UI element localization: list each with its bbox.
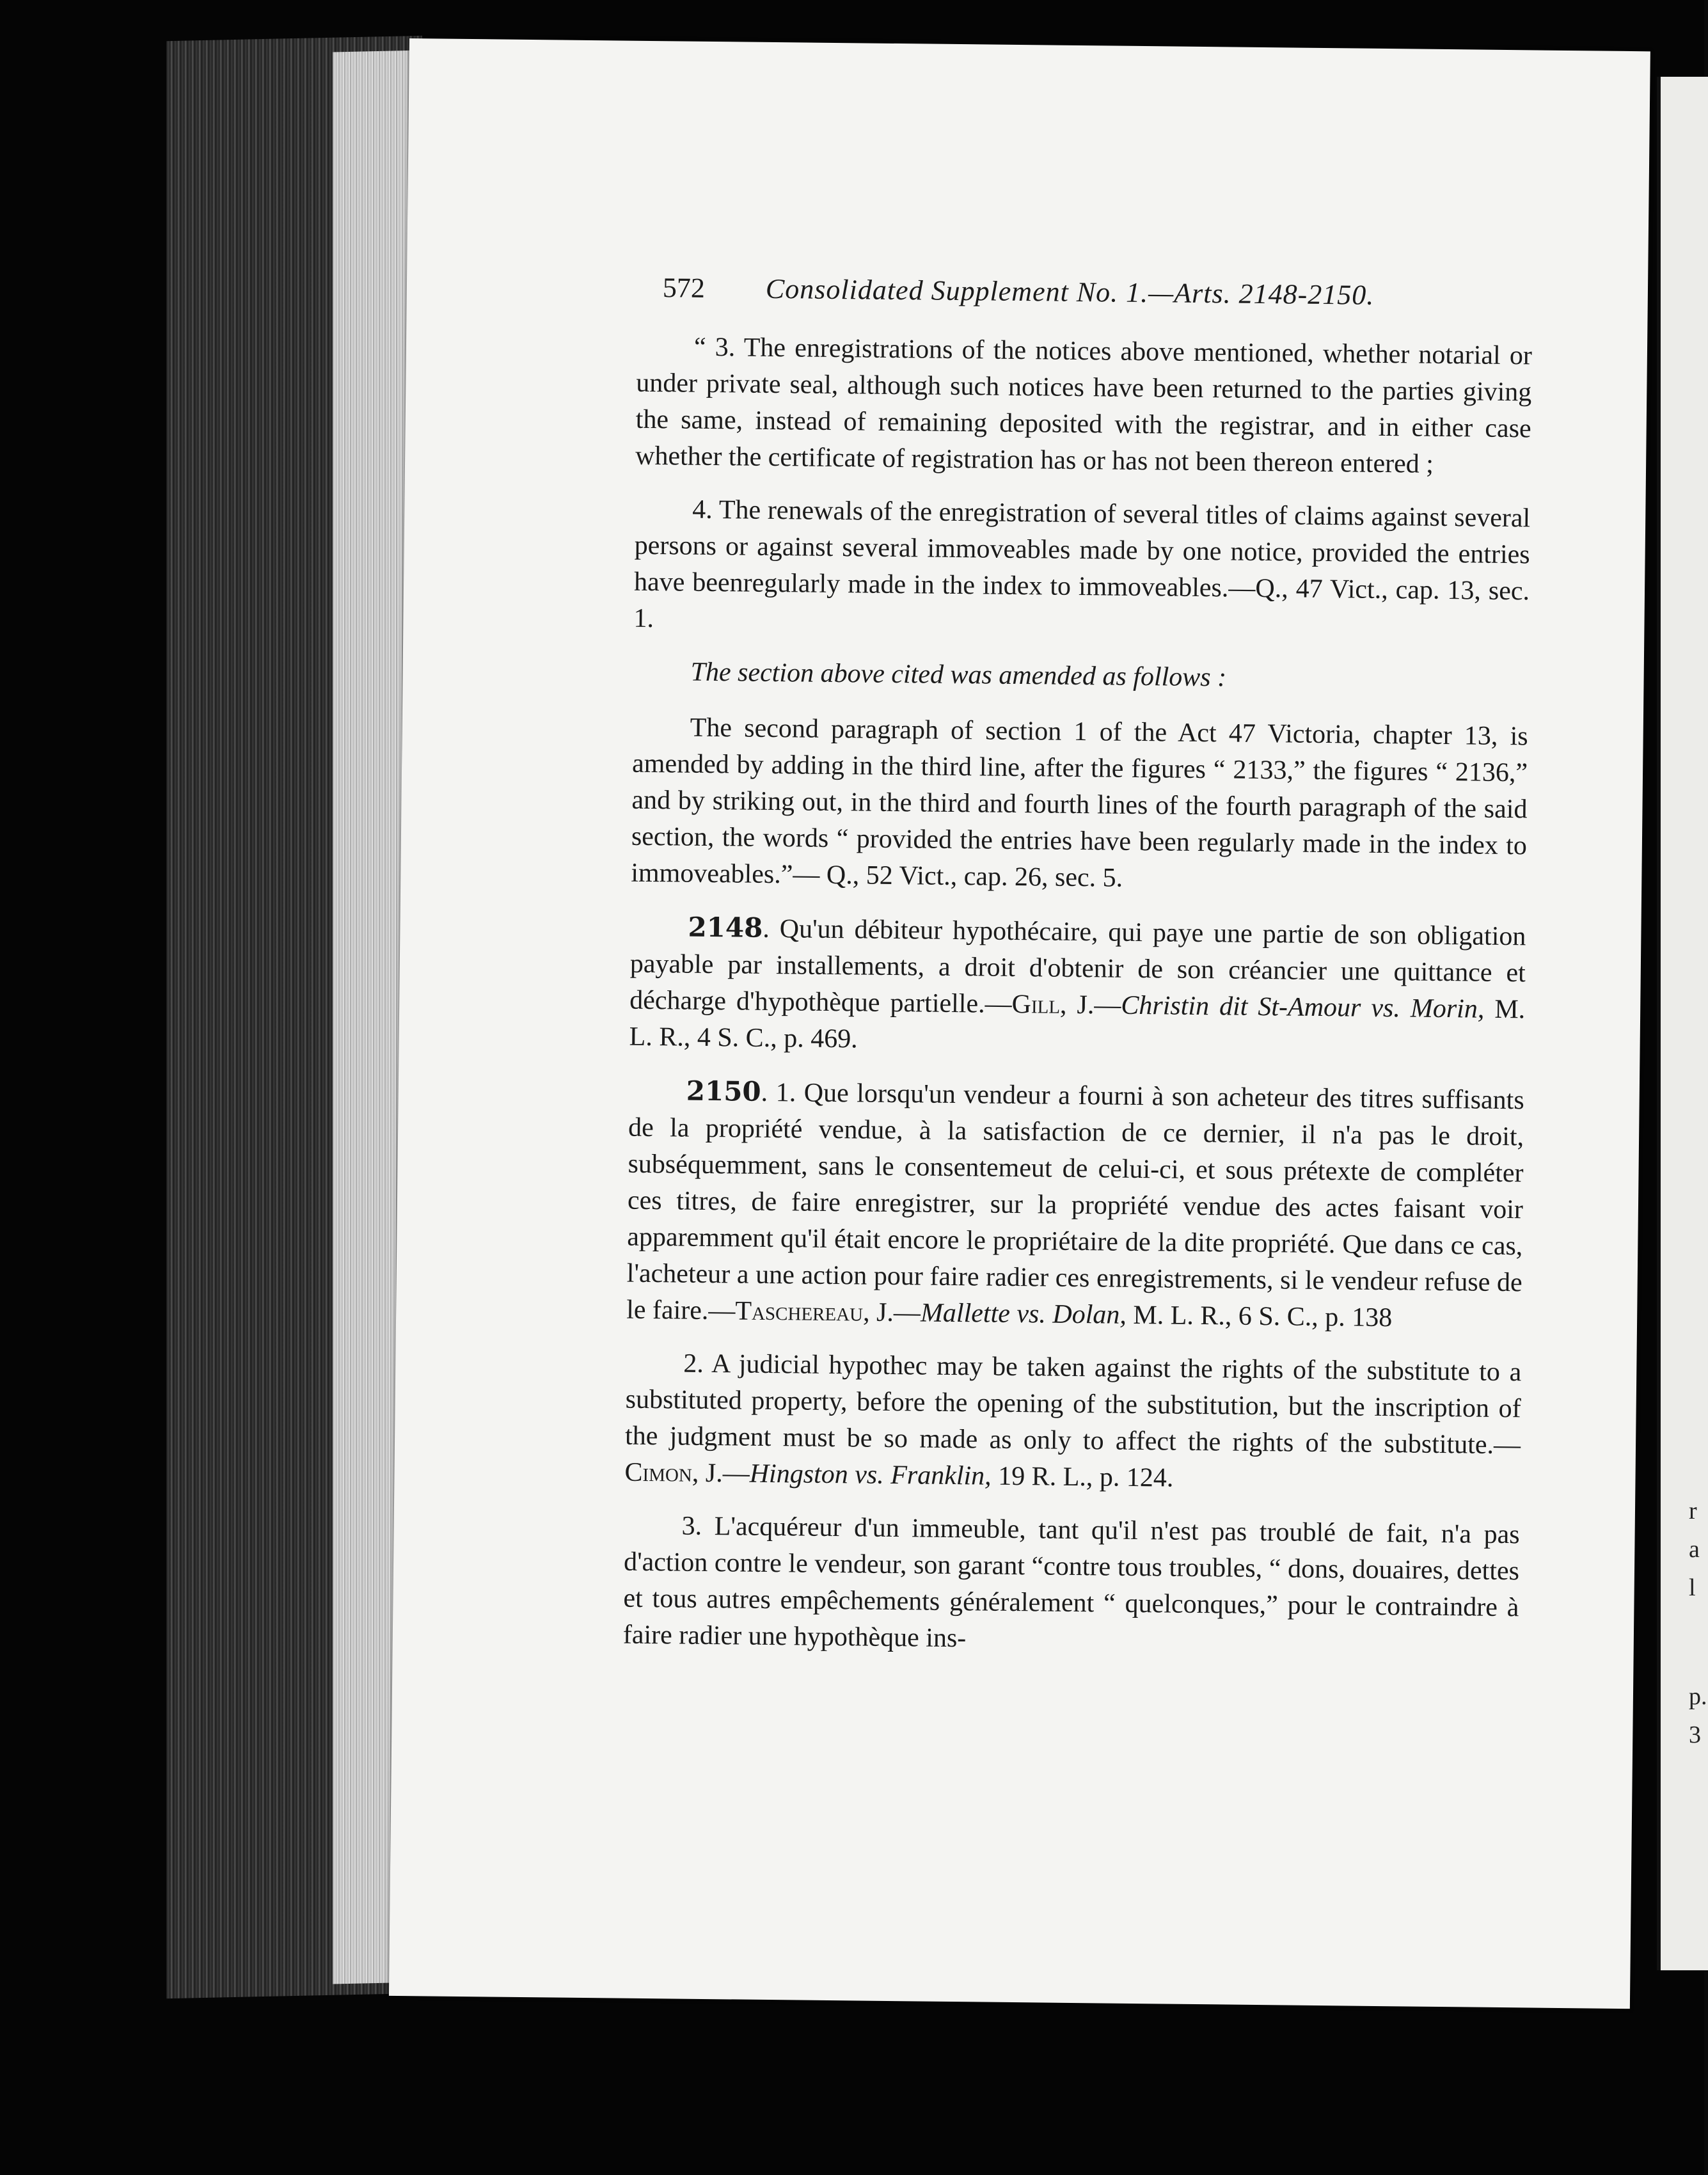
article-text: . Qu'un débiteur hypothécaire, qui paye une partie de son obligation payable par installements, a droit d'obtenir de son créancier une quittance et décharge d'hypothèque partielle.—: [629, 913, 1526, 1019]
section-text: 2. A judicial hypothec may be taken against the rights of the substitute to a substituted property, before the opening of the substitution, but the inscription of the judgment must be so made as only to affect the rights of the substitute.—: [624, 1348, 1522, 1460]
amendment-note: The section above cited was amended as follows :: [690, 657, 1227, 693]
facing-page-letter: p.: [1689, 1683, 1707, 1710]
case-reference: M. L. R., 6 S. C., p. 138: [1126, 1300, 1393, 1333]
page-body: [622, 329, 1532, 1680]
facing-page-letter: 3: [1689, 1721, 1701, 1748]
case-name: Christin dit St-Amour vs. Morin,: [1121, 990, 1485, 1024]
facing-page-letter: r: [1689, 1498, 1697, 1524]
paragraph-4: 4. The renewals of the enregistration of several titles of claims against several persons or against several immoveables made by one notice, provided the entries have beenregularly made in the index to immoveables.—Q., 47 Vict., cap. 13, sec. 1.: [633, 494, 1531, 634]
section-2: [624, 1345, 1521, 1501]
page-number: 572: [662, 272, 706, 304]
running-head-title: Consolidated Supplement No. 1.—Arts. 2148-2150.: [765, 273, 1375, 311]
judge-name: Cimon: [624, 1457, 693, 1488]
section-3: 3. L'acquéreur d'un immeuble, tant qu'il n'est pas troublé de fait, n'a pas d'action contre le vendeur, son garant “contre tous troubles, “ dons, douaires, dettes et tous autres empêchements généralement “ quelconques,” pour le contraindre à faire radier une hypothèque ins-: [622, 1511, 1520, 1654]
case-name: Hingston vs. Franklin,: [749, 1459, 992, 1491]
facing-page-letter: a: [1689, 1536, 1700, 1563]
article-text: . 1. Que lorsqu'un vendeur a fourni à son acheteur des titres suffisants de la propriété vendue, à la satisfaction de ce dernier, il n'a pas le droit, subséquemment, sans le consentemeut de celui-ci, et sous prétexte de compléter ces titres, de faire enregistrer, sur la propriété vendue des actes faisant voir apparemment qu'il était encore le propriétaire de la dite propriété. Que dans ce cas, l'acheteur a une action pour faire radier ces enregistrements, si le vendeur refuse de le faire.—: [626, 1077, 1524, 1326]
amendment-paragraph: The second paragraph of section 1 of the Act 47 Victoria, chapter 13, is amended by adding in the third line, after the figures “ 2133,” the figures “ 2136,” and by striking out, in the third and fourth lines of the fourth paragraph of the said section, the words “ provided the entries have been regularly made in the index to immoveables.”— Q., 52 Vict., cap. 26, sec. 5.: [631, 713, 1528, 893]
article-2150: [626, 1072, 1524, 1338]
book-page: [389, 38, 1650, 2009]
judge-name: Gill: [1011, 989, 1061, 1020]
case-reference: M. L. R., 4 S. C., p. 469.: [629, 994, 1526, 1054]
running-head: [663, 271, 1507, 313]
article-number: 2150: [686, 1075, 761, 1107]
facing-page-letter: l: [1689, 1574, 1696, 1601]
judge-suffix: , J.—: [862, 1297, 921, 1328]
article-number: 2148: [688, 911, 763, 944]
judge-suffix: , J.—: [1059, 990, 1121, 1020]
judge-suffix: , J.—: [692, 1458, 750, 1489]
case-reference: 19 R. L., p. 124.: [991, 1461, 1174, 1493]
case-name: Mallette vs. Dolan,: [920, 1298, 1127, 1330]
judge-name: Taschereau: [735, 1296, 864, 1327]
article-2148: [629, 908, 1526, 1065]
paragraph-3: “ 3. The enregistrations of the notices above mentioned, whether notarial or under private seal, although such notices have been returned to the parties giving the same, instead of remaining deposited with the registrar, and in either case whether the certificate of registration has or has not been thereon entered ;: [635, 332, 1533, 479]
